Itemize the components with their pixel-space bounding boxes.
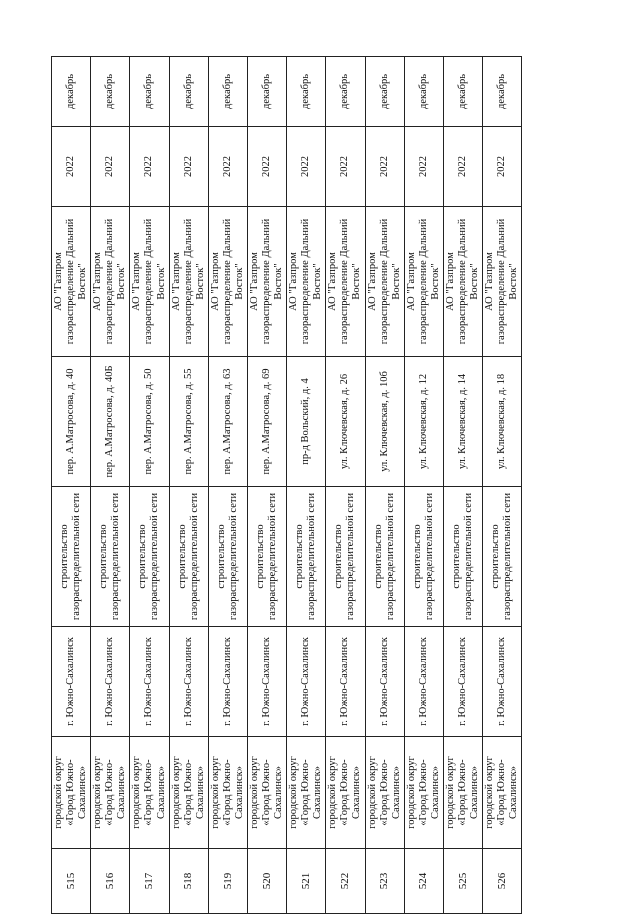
year-cell: 2022 bbox=[404, 127, 443, 207]
month-cell: декабрь bbox=[404, 57, 443, 127]
municipality-cell: городской округ «Город Южно-Сахалинск» bbox=[169, 737, 208, 849]
organization-cell: АО "Газпром газораспределение Дальний Восток" bbox=[208, 207, 247, 357]
month-cell: декабрь bbox=[443, 57, 482, 127]
settlement-cell: г. Южно-Сахалинск bbox=[287, 627, 326, 737]
work-type-cell: строительство газораспределительной сети bbox=[287, 487, 326, 627]
month-cell: декабрь bbox=[247, 57, 286, 127]
month-cell: декабрь bbox=[287, 57, 326, 127]
organization-cell: АО "Газпром газораспределение Дальний Восток" bbox=[91, 207, 130, 357]
year-cell: 2022 bbox=[326, 127, 365, 207]
row-number: 521 bbox=[287, 849, 326, 914]
table-row bbox=[326, 57, 365, 914]
year-cell: 2022 bbox=[52, 127, 91, 207]
organization-cell: АО "Газпром газораспределение Дальний Восток" bbox=[247, 207, 286, 357]
table-row bbox=[443, 57, 482, 914]
year-cell: 2022 bbox=[287, 127, 326, 207]
table-row bbox=[52, 57, 91, 914]
municipality-cell: городской округ «Город Южно-Сахалинск» bbox=[404, 737, 443, 849]
settlement-cell: г. Южно-Сахалинск bbox=[91, 627, 130, 737]
row-number: 524 bbox=[404, 849, 443, 914]
address-cell: пер. А.Матросова, д. 55 bbox=[169, 357, 208, 487]
row-number: 522 bbox=[326, 849, 365, 914]
work-type-cell: строительство газораспределительной сети bbox=[483, 487, 522, 627]
work-type-cell: строительство газораспределительной сети bbox=[130, 487, 169, 627]
settlement-cell: г. Южно-Сахалинск bbox=[404, 627, 443, 737]
row-number: 517 bbox=[130, 849, 169, 914]
table-row bbox=[208, 57, 247, 914]
month-cell: декабрь bbox=[365, 57, 404, 127]
settlement-cell: г. Южно-Сахалинск bbox=[326, 627, 365, 737]
year-cell: 2022 bbox=[208, 127, 247, 207]
municipality-cell: городской округ «Город Южно-Сахалинск» bbox=[287, 737, 326, 849]
municipality-cell: городской округ «Город Южно-Сахалинск» bbox=[443, 737, 482, 849]
row-number: 523 bbox=[365, 849, 404, 914]
table-row bbox=[287, 57, 326, 914]
table-row bbox=[91, 57, 130, 914]
month-cell: декабрь bbox=[130, 57, 169, 127]
month-cell: декабрь bbox=[169, 57, 208, 127]
organization-cell: АО "Газпром газораспределение Дальний Восток" bbox=[287, 207, 326, 357]
month-cell: декабрь bbox=[52, 57, 91, 127]
year-cell: 2022 bbox=[169, 127, 208, 207]
year-cell: 2022 bbox=[91, 127, 130, 207]
year-cell: 2022 bbox=[483, 127, 522, 207]
month-cell: декабрь bbox=[483, 57, 522, 127]
row-number: 515 bbox=[52, 849, 91, 914]
address-cell: ул. Ключевская, д. 26 bbox=[326, 357, 365, 487]
settlement-cell: г. Южно-Сахалинск bbox=[52, 627, 91, 737]
row-number: 519 bbox=[208, 849, 247, 914]
table-body bbox=[52, 57, 522, 914]
organization-cell: АО "Газпром газораспределение Дальний Восток" bbox=[483, 207, 522, 357]
address-cell: пер. А.Матросова, д. 40Б bbox=[91, 357, 130, 487]
table-row bbox=[365, 57, 404, 914]
municipality-cell: городской округ «Город Южно-Сахалинск» bbox=[52, 737, 91, 849]
work-type-cell: строительство газораспределительной сети bbox=[443, 487, 482, 627]
row-number: 518 bbox=[169, 849, 208, 914]
table-row bbox=[247, 57, 286, 914]
work-type-cell: строительство газораспределительной сети bbox=[247, 487, 286, 627]
settlement-cell: г. Южно-Сахалинск bbox=[483, 627, 522, 737]
row-number: 520 bbox=[247, 849, 286, 914]
settlement-cell: г. Южно-Сахалинск bbox=[208, 627, 247, 737]
settlement-cell: г. Южно-Сахалинск bbox=[365, 627, 404, 737]
work-type-cell: строительство газораспределительной сети bbox=[326, 487, 365, 627]
rotated-table-frame bbox=[51, 57, 519, 914]
work-type-cell: строительство газораспределительной сети bbox=[91, 487, 130, 627]
organization-cell: АО "Газпром газораспределение Дальний Восток" bbox=[365, 207, 404, 357]
row-number: 516 bbox=[91, 849, 130, 914]
work-type-cell: строительство газораспределительной сети bbox=[169, 487, 208, 627]
municipality-cell: городской округ «Город Южно-Сахалинск» bbox=[483, 737, 522, 849]
organization-cell: АО "Газпром газораспределение Дальний Восток" bbox=[326, 207, 365, 357]
month-cell: декабрь bbox=[326, 57, 365, 127]
address-cell: ул. Ключевская, д. 10б bbox=[365, 357, 404, 487]
address-cell: ул. Ключевская, д. 12 bbox=[404, 357, 443, 487]
row-number: 525 bbox=[443, 849, 482, 914]
organization-cell: АО "Газпром газораспределение Дальний Восток" bbox=[404, 207, 443, 357]
organization-cell: АО "Газпром газораспределение Дальний Восток" bbox=[130, 207, 169, 357]
table-row bbox=[483, 57, 522, 914]
settlement-cell: г. Южно-Сахалинск bbox=[443, 627, 482, 737]
municipality-cell: городской округ «Город Южно-Сахалинск» bbox=[91, 737, 130, 849]
address-cell: пер. А.Матросова, д. 63 bbox=[208, 357, 247, 487]
address-cell: ул. Ключевская, д. 18 bbox=[483, 357, 522, 487]
address-cell: пер. А.Матросова, д. 40 bbox=[52, 357, 91, 487]
year-cell: 2022 bbox=[365, 127, 404, 207]
organization-cell: АО "Газпром газораспределение Дальний Восток" bbox=[443, 207, 482, 357]
organization-cell: АО "Газпром газораспределение Дальний Восток" bbox=[52, 207, 91, 357]
settlement-cell: г. Южно-Сахалинск bbox=[130, 627, 169, 737]
municipality-cell: городской округ «Город Южно-Сахалинск» bbox=[130, 737, 169, 849]
work-type-cell: строительство газораспределительной сети bbox=[365, 487, 404, 627]
municipality-cell: городской округ «Город Южно-Сахалинск» bbox=[208, 737, 247, 849]
organization-cell: АО "Газпром газораспределение Дальний Восток" bbox=[169, 207, 208, 357]
address-cell: пер. А.Матросова, д. 50 bbox=[130, 357, 169, 487]
address-cell: ул. Ключевская, д. 14 bbox=[443, 357, 482, 487]
municipality-cell: городской округ «Город Южно-Сахалинск» bbox=[365, 737, 404, 849]
settlement-cell: г. Южно-Сахалинск bbox=[169, 627, 208, 737]
rotated-table-inner bbox=[51, 57, 519, 914]
gasification-schedule-table bbox=[51, 56, 522, 914]
table-row bbox=[169, 57, 208, 914]
table-row bbox=[130, 57, 169, 914]
work-type-cell: строительство газораспределительной сети bbox=[404, 487, 443, 627]
address-cell: пр-д Вольский, д. 4 bbox=[287, 357, 326, 487]
address-cell: пер. А.Матросова, д. 69 bbox=[247, 357, 286, 487]
month-cell: декабрь bbox=[91, 57, 130, 127]
work-type-cell: строительство газораспределительной сети bbox=[208, 487, 247, 627]
municipality-cell: городской округ «Город Южно-Сахалинск» bbox=[326, 737, 365, 849]
year-cell: 2022 bbox=[443, 127, 482, 207]
table-row bbox=[404, 57, 443, 914]
row-number: 526 bbox=[483, 849, 522, 914]
municipality-cell: городской округ «Город Южно-Сахалинск» bbox=[247, 737, 286, 849]
year-cell: 2022 bbox=[130, 127, 169, 207]
month-cell: декабрь bbox=[208, 57, 247, 127]
work-type-cell: строительство газораспределительной сети bbox=[52, 487, 91, 627]
year-cell: 2022 bbox=[247, 127, 286, 207]
settlement-cell: г. Южно-Сахалинск bbox=[247, 627, 286, 737]
